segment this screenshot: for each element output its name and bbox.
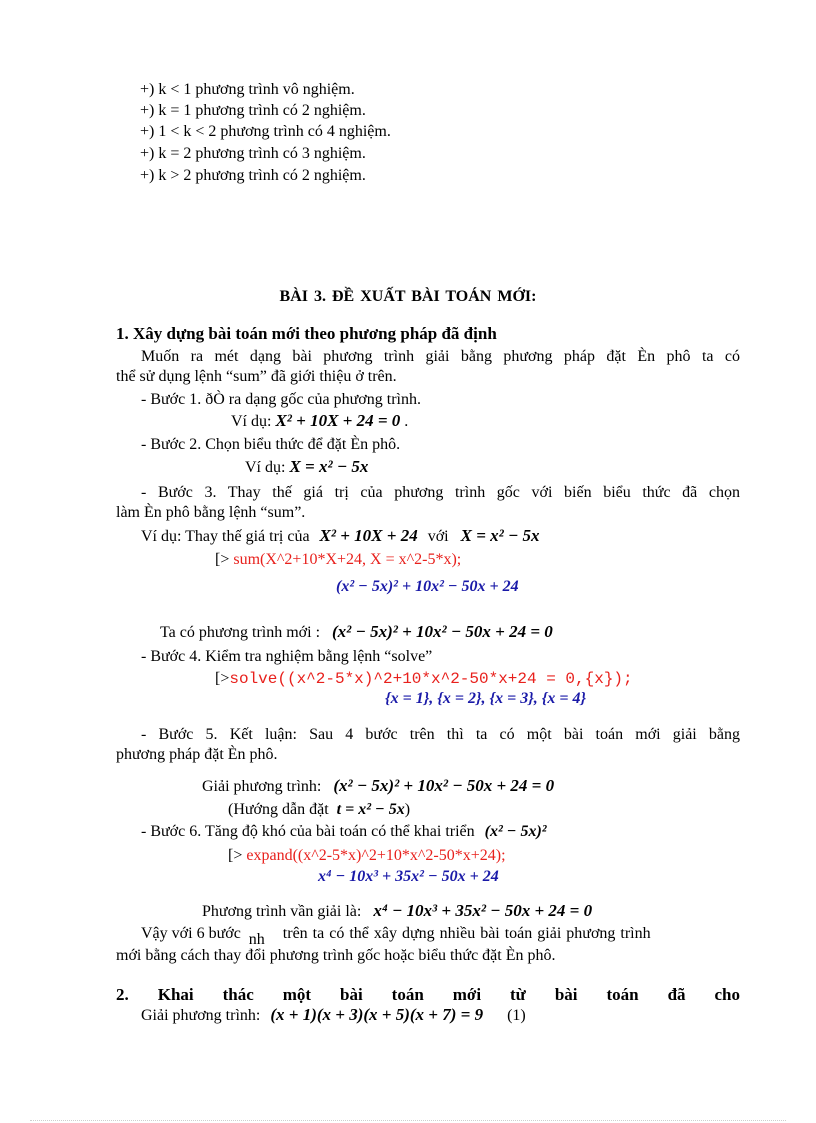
- equation-number: (1): [507, 1007, 526, 1024]
- conclusion-line-2: mới bằng cách thay đổi phương trình gốc hoặc biểu thức đặt Èn phô.: [116, 947, 556, 964]
- expand-command: [228, 846, 506, 866]
- hint-close: ): [404, 801, 411, 818]
- solve-command-text: solve((x^2-5*x)^2+10*x^2-50*x+24 = 0,{x});: [229, 670, 633, 688]
- solve-equation-line: [202, 776, 554, 797]
- equation-step-2: X = x² − 5x: [289, 457, 369, 476]
- case-line-1: +) k < 1 phương trình vô nghiệm.: [140, 81, 355, 98]
- case-line-5: +) k > 2 phương trình có 2 nghiệm.: [140, 167, 366, 184]
- step-3-example: [141, 526, 540, 547]
- step-3-line-1: - Bước 3. Thay thế giá trị của phương trình gốc với biến biểu thức đã chọn: [141, 484, 740, 501]
- step-1-example: Ví dụ: X² + 10X + 24 = 0 .: [231, 411, 409, 430]
- page-divider: [30, 1120, 786, 1121]
- voi-label: với: [427, 528, 449, 545]
- equation-step-1: X² + 10X + 24 = 0: [275, 411, 401, 430]
- step-1: - Bước 1. ðÒ ra dạng gốc của phương trình.: [141, 391, 421, 408]
- last-equation: (x + 1)(x + 3)(x + 5)(x + 7) = 9: [270, 1005, 484, 1024]
- example-label: Ví dụ:: [231, 413, 272, 430]
- example-label: Ví dụ:: [245, 459, 286, 476]
- step-5-line-2: phương pháp đặt Èn phô.: [116, 746, 278, 763]
- last-equation-line: [141, 1005, 526, 1026]
- hint-line: [228, 800, 410, 820]
- conclusion-text-b: trên ta có thể xây dựng nhiều bài toán giải phương trình: [282, 925, 651, 942]
- step-4: - Bước 4. Kiểm tra nghiệm bằng lệnh “solve”: [141, 648, 433, 665]
- final-equation: x⁴ − 10x³ + 35x² − 50x + 24 = 0: [373, 901, 593, 920]
- prompt-symbol: [>: [228, 847, 243, 864]
- final-equation-line: [202, 901, 592, 922]
- sum-command-text: sum(X^2+10*X+24, X = x^2-5*x);: [233, 551, 462, 568]
- last-equation-label: Giải phương trình:: [141, 1007, 261, 1024]
- step-3-line-2: làm Èn phô bằng lệnh “sum”.: [116, 504, 306, 521]
- intro-line-2: thể sử dụng lệnh “sum” đã giới thiệu ở trên.: [116, 368, 397, 385]
- conclusion-line-1: [141, 924, 651, 948]
- equation-step-3-b: X = x² − 5x: [460, 526, 540, 545]
- case-line-3: +) 1 < k < 2 phương trình có 4 nghiệm.: [140, 123, 391, 140]
- step-2-example: [245, 457, 368, 478]
- subsection-2-title: 2. Khai thác một bài toán mới từ bài toán đã cho: [116, 985, 740, 1004]
- solve-output: {x = 1}, {x = 2}, {x = 3}, {x = 4}: [385, 690, 587, 707]
- new-equation-line: [160, 622, 553, 643]
- step-6-line: [141, 822, 547, 842]
- case-line-4: +) k = 2 phương trình có 3 nghiệm.: [140, 145, 366, 162]
- new-equation: (x² − 5x)² + 10x² − 50x + 24 = 0: [332, 622, 553, 641]
- step-3-example-label: Ví dụ: Thay thế giá trị của: [141, 528, 310, 545]
- solve-equation-label: Giải phương trình:: [202, 778, 322, 795]
- solve-command: [215, 669, 633, 689]
- subsection-1-title: 1. Xây dựng bài toán mới theo phương pháp đã định: [116, 324, 497, 343]
- hint-equation: t = x² − 5x: [336, 801, 405, 818]
- new-equation-label: Ta có phương trình mới :: [160, 624, 321, 641]
- hint-text: (Hướng dẫn đặt: [228, 801, 329, 818]
- equation-step-3-a: X² + 10X + 24: [319, 526, 418, 545]
- step-6-equation: (x² − 5x)²: [484, 823, 547, 840]
- prompt-symbol: [>: [215, 551, 230, 568]
- section-title: BÀI 3. ĐỀ XUẤT BÀI TOÁN MỚI:: [279, 288, 537, 305]
- prompt-symbol: [>: [215, 670, 230, 687]
- expand-command-text: expand((x^2-5*x)^2+10*x^2-50*x+24);: [246, 847, 506, 864]
- conclusion-text-a: Vậy với 6 bước: [141, 925, 241, 942]
- case-line-2: +) k = 1 phương trình có 2 nghiệm.: [140, 102, 366, 119]
- sum-command: [215, 550, 461, 570]
- step-6-text: - Bước 6. Tăng độ khó của bài toán có thể khai triển: [141, 823, 475, 840]
- solve-equation: (x² − 5x)² + 10x² − 50x + 24 = 0: [333, 776, 555, 795]
- expand-output: x⁴ − 10x³ + 35x² − 50x + 24: [318, 868, 499, 885]
- conclusion-nh: nh: [248, 931, 265, 948]
- sum-output: (x² − 5x)² + 10x² − 50x + 24: [336, 578, 519, 595]
- step-2: - Bước 2. Chọn biểu thức để đặt Èn phô.: [141, 436, 401, 453]
- final-equation-label: Phương trình vần giải là:: [202, 903, 362, 920]
- intro-line-1: Muốn ra mét dạng bài phương trình giải bằng phương pháp đặt Èn phô ta có: [141, 348, 740, 365]
- step-5-line-1: - Bước 5. Kết luận: Sau 4 bước trên thì ta có một bài toán mới giải bằng: [141, 726, 740, 743]
